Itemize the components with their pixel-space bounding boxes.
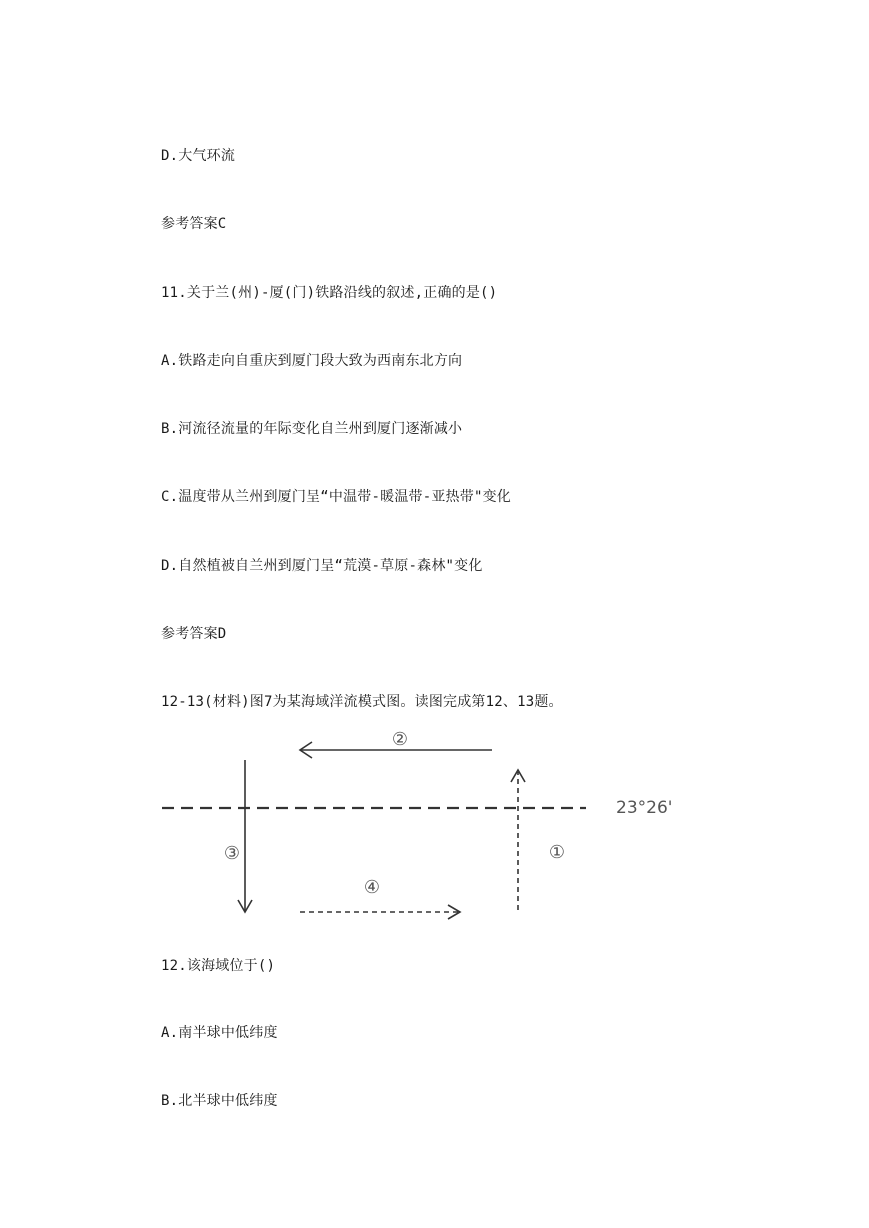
question-12: 12.该海域位于() [161,958,276,974]
current-4-label: ④ [363,877,381,898]
option-b-q11: B.河流径流量的年际变化自兰州到厦门逐渐减小 [161,421,463,437]
latitude-label: 23°26' [616,798,673,818]
current-4-arrow [300,905,460,919]
current-3-arrow [238,760,252,912]
option-a-q12: A.南半球中低纬度 [161,1025,278,1041]
answer-q10: 参考答案C [161,216,227,232]
current-2-label: ② [391,729,409,750]
current-1-label: ① [548,842,566,863]
option-c-q11: C.温度带从兰州到厦门呈“中温带-暖温带-亚热带"变化 [161,489,511,505]
current-1-arrow [511,770,525,910]
material-12-13: 12-13(材料)图7为某海域洋流模式图。读图完成第12、13题。 [161,694,563,710]
question-11: 11.关于兰(州)-厦(门)铁路沿线的叙述,正确的是() [161,285,498,301]
answer-q11: 参考答案D [161,626,227,642]
option-a-q11: A.铁路走向自重庆到厦门段大致为西南东北方向 [161,353,463,369]
current-3-label: ③ [223,843,241,864]
ocean-current-diagram [150,718,710,928]
option-d-q11: D.自然植被自兰州到厦门呈“荒漠-草原-森林"变化 [161,558,483,574]
option-d-q10: D.大气环流 [161,148,236,164]
option-b-q12: B.北半球中低纬度 [161,1093,278,1109]
